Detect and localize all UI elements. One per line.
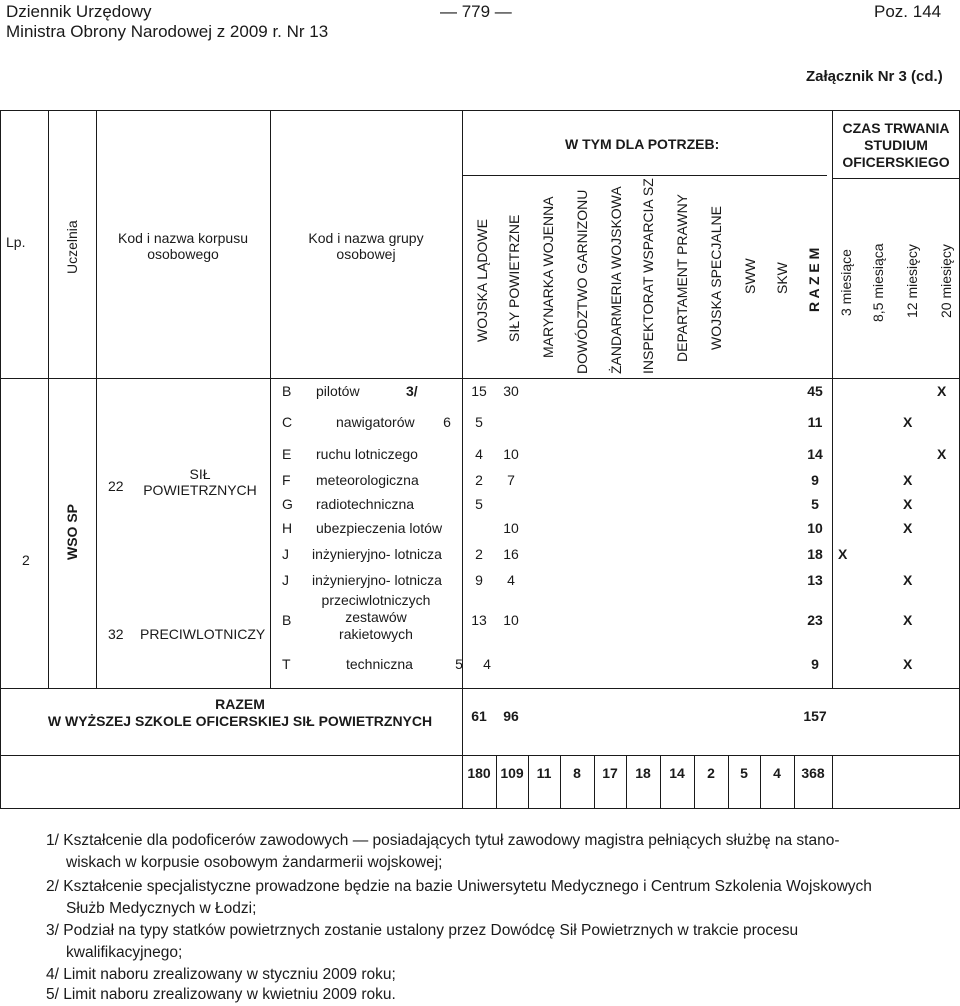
- position-number: Poz. 144: [874, 2, 942, 21]
- footnote-2-cont: Służb Medycznych w Łodzi;: [66, 900, 257, 917]
- col-8-5-miesiaca: 8,5 miesiąca: [870, 243, 886, 322]
- col-dowodztwo: DOWÓDZTWO GARNIZONU: [574, 189, 590, 374]
- footnote-2: 2/ Kształcenie specjalistyczne prowadzone będzie na bazie Uniwersytetu Medycznego i Centrum Szkolenia Wojskowych: [46, 878, 872, 895]
- journal-title: Dziennik Urzędowy: [6, 2, 152, 21]
- page-number: — 779 —: [440, 2, 512, 21]
- footnote-1-cont: wiskach w korpusie osobowym żandarmerii wojskowej;: [66, 854, 443, 871]
- col-20-miesiecy: 20 miesięcy: [938, 244, 954, 318]
- korpus1-code: 22: [108, 478, 124, 494]
- col-zandarmeria: ŻANDARMERIA WOJSKOWA: [608, 186, 624, 374]
- col-sww: SWW: [742, 258, 758, 294]
- uczelnia-header: Uczelnia: [64, 220, 80, 274]
- razem-a: 61: [471, 708, 487, 724]
- razem-b: 96: [503, 708, 519, 724]
- korpus2-code: 32: [108, 626, 124, 642]
- korpus2-name: PRECIWLOTNICZY: [140, 626, 266, 642]
- w-tym-header: W TYM DLA POTRZEB:: [565, 136, 720, 152]
- ministry-line: Ministra Obrony Narodowej z 2009 r. Nr 13: [6, 22, 329, 41]
- korpus-header: Kod i nazwa korpusu osobowego: [118, 230, 248, 262]
- footnote-5: 5/ Limit naboru zrealizowany w kwietniu 2009 roku.: [46, 986, 396, 1003]
- annex-title: Załącznik Nr 3 (cd.): [806, 68, 943, 85]
- korpus1-name: SIŁ POWIETRZNYCH: [143, 466, 257, 498]
- col-marynarka: MARYNARKA WOJENNA: [540, 196, 556, 358]
- col-razem: R A Z E M: [806, 247, 822, 312]
- col-3-miesiace: 3 miesiące: [838, 249, 854, 316]
- col-skw: SKW: [774, 262, 790, 294]
- razem-label: RAZEM W WYŻSZEJ SZKOLE OFICERSKIEJ SIŁ POWIETRZNYCH: [47, 696, 433, 729]
- col-12-miesiecy: 12 miesięcy: [904, 244, 920, 318]
- czas-header: CZAS TRWANIA STUDIUM OFICERSKIEGO: [842, 120, 950, 170]
- col-wojska-specjalne: WOJSKA SPECJALNE: [708, 206, 724, 350]
- col-inspektorat: INSPEKTORAT WSPARCIA SZ: [640, 178, 656, 374]
- footnote-3: 3/ Podział na typy statków powietrznych zostanie ustalony przez Dowódcę Sił Powietrznych w trakcie procesu: [46, 922, 799, 939]
- uczelnia-value: WSO SP: [64, 503, 80, 560]
- razem-total: 157: [803, 708, 827, 724]
- grupa-header: Kod i nazwa grupy osobowej: [308, 230, 424, 262]
- lp-value: 2: [22, 552, 30, 568]
- col-sily-powietrzne: SIŁY POWIETRZNE: [506, 214, 522, 342]
- footnote-1: 1/ Kształcenie dla podoficerów zawodowych — posiadających tytuł zawodowy magistra pełniących służbę na stano-: [46, 832, 840, 849]
- footnote-4: 4/ Limit naboru zrealizowany w styczniu 2009 roku;: [46, 966, 396, 983]
- footnote-3-cont: kwalifikacyjnego;: [66, 944, 183, 961]
- col-wojska-ladowe: WOJSKA LĄDOWE: [474, 219, 490, 342]
- lp-header: Lp.: [6, 234, 26, 250]
- col-departament: DEPARTAMENT PRAWNY: [674, 193, 690, 362]
